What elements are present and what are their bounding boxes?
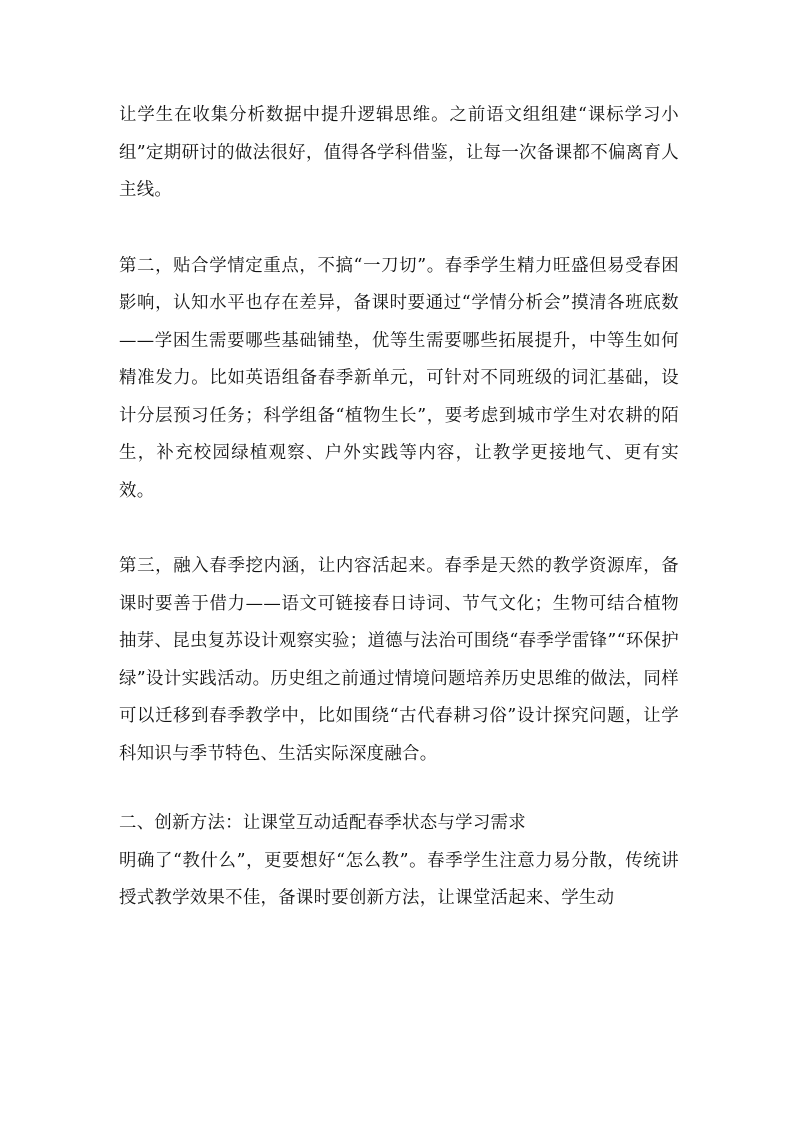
paragraph-gap: [119, 210, 679, 248]
paragraph-1: 让学生在收集分析数据中提升逻辑思维。之前语文组组建“课标学习小组”定期研讨的做法很好，值得各学科借鉴，让每一次备课都不偏离育人主线。: [119, 105, 679, 200]
paragraph-4: 明确了“教什么”，更要想好“怎么教”。春季学生注意力易分散，传统讲授式教学效果不佳，备课时要创新方法，让课堂活起来、学生动: [119, 850, 679, 908]
paragraph-gap: [119, 510, 679, 548]
paragraph-2: 第二，贴合学情定重点，不搞“一刀切”。春季学生精力旺盛但易受春困影响，认知水平也存在差异，备课时要通过“学情分析会”摸清各班底数——学困生需要哪些基础铺垫，优等生需要哪些拓展提升，中等生如何精准发力。比如英语组备春季新单元，可针对不同班级的词汇基础，设计分层预习任务；科学组备“植物生长”，要考虑到城市学生对农耕的陌生，补充校园绿植观察、户外实践等内容，让教学更接地气、更有实效。: [119, 255, 679, 501]
paragraph-3: 第三，融入春季挖内涵，让内容活起来。春季是天然的教学资源库，备课时要善于借力——语文可链接春日诗词、节气文化；生物可结合植物抽芽、昆虫复苏设计观察实验；道德与法治可围绕“春季学雷锋”“环保护绿”设计实践活动。历史组之前通过情境问题培养历史思维的做法，同样可以迁移到春季教学中，比如围绕“古代春耕习俗”设计探究问题，让学科知识与季节特色、生活实际深度融合。: [119, 556, 679, 764]
section-heading: 二、创新方法：让课堂互动适配春季状态与学习需求: [119, 813, 526, 833]
paragraph-gap: [119, 773, 679, 805]
document-page: [119, 97, 679, 918]
